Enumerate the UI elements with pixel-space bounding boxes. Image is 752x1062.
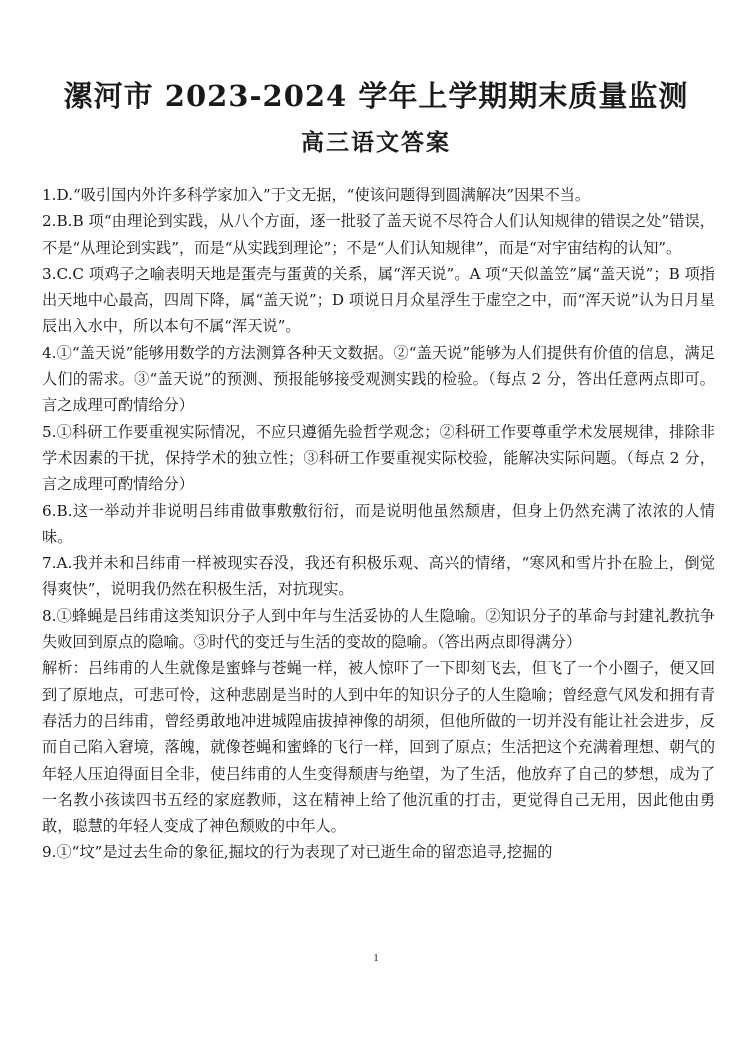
answer-1: 1.D.“吸引国内外许多科学家加入”于文无据，“使该问题得到圆满解决”因果不当。 xyxy=(42,186,591,204)
answer-body xyxy=(42,182,715,866)
answer-6: 6.B.这一举动并非说明吕纬甫做事敷敷衍衍，而是说明他虽然颓唐，但身上仍然充满了浓浓的人情味。 xyxy=(42,501,715,546)
answer-5: 5.①科研工作要重视实际情况，不应只遵循先验哲学观念；②科研工作要尊重学术发展规律，排除非学术因素的干扰，保持学术的独立性；③科研工作要重视实际校验，能解决实际问题。（每点 2 分，言之成理可酌情给分） xyxy=(42,422,715,494)
answer-4: 4.①“盖天说”能够用数学的方法测算各种天文数据。②“盖天说”能够为人们提供有价值的信息，满足人们的需求。③“盖天说”的预测、预报能够接受观测实践的检验。（每点 2 分，答出任意两点即可。言之成理可酌情给分） xyxy=(42,343,715,415)
answer-7: 7.A.我并未和吕纬甫一样被现实吞没，我还有积极乐观、高兴的情绪，“寒风和雪片扑在脸上，倒觉得爽快”，说明我仍然在积极生活，对抗现实。 xyxy=(42,554,715,599)
answer-2: 2.B.B 项“由理论到实践，从八个方面，逐一批驳了盖天说不尽符合人们认知规律的错误之处”错误，不是“从理论到实践”，而是“从实践到理论”；不是“人们认知规律”，而是“对宇宙结构的认知”。 xyxy=(42,212,715,257)
answer-8-analysis: 解析：吕纬甫的人生就像是蜜蜂与苍蝇一样，被人惊吓了一下即刻飞去，但飞了一个小圈子，便又回到了原地点，可悲可怜，这种悲剧是当时的人到中年的知识分子的人生隐喻；曾经意气风发和拥有青春活力的吕纬甫，曾经勇敢地冲进城隍庙拔掉神像的胡须，但他所做的一切并没有能让社会进步，反而自己陷入窘境，落魄，就像苍蝇和蜜蜂的飞行一样，回到了原点；生活把这个充满着理想、朝气的年轻人压迫得面目全非，使吕纬甫的人生变得颓唐与绝望，为了生活，他放弃了自己的梦想，成为了一名教小孩读四书五经的家庭教师，这在精神上给了他沉重的打击，更觉得自己无用，因此他由勇敢，聪慧的年轻人变成了神色颓败的中年人。 xyxy=(42,659,715,836)
answer-3: 3.C.C 项鸡子之喻表明天地是蛋壳与蛋黄的关系，属“浑天说”。A 项“天似盖笠”属“盖天说”；B 项指出天地中心最高，四周下降，属“盖天说”；D 项说日月众星浮生于虚空之中，而“浑天说”认为日月星辰出入水中，所以本句不属“浑天说”。 xyxy=(42,264,715,336)
page-number: 1 xyxy=(373,952,379,964)
answer-9: 9.①“坟”是过去生命的象征,掘坟的行为表现了对已逝生命的留恋追寻,挖掘的 xyxy=(42,843,553,862)
document-title: 漯河市 2023-2024 学年上学期期末质量监测 xyxy=(63,79,689,113)
answer-8: 8.①蜂蝇是吕纬甫这类知识分子人到中年与生活妥协的人生隐喻。②知识分子的革命与封建礼教抗争失败回到原点的隐喻。③时代的变迁与生活的变故的隐喻。（答出两点即得满分） xyxy=(42,606,715,652)
document-subtitle: 高三语文答案 xyxy=(301,129,451,156)
